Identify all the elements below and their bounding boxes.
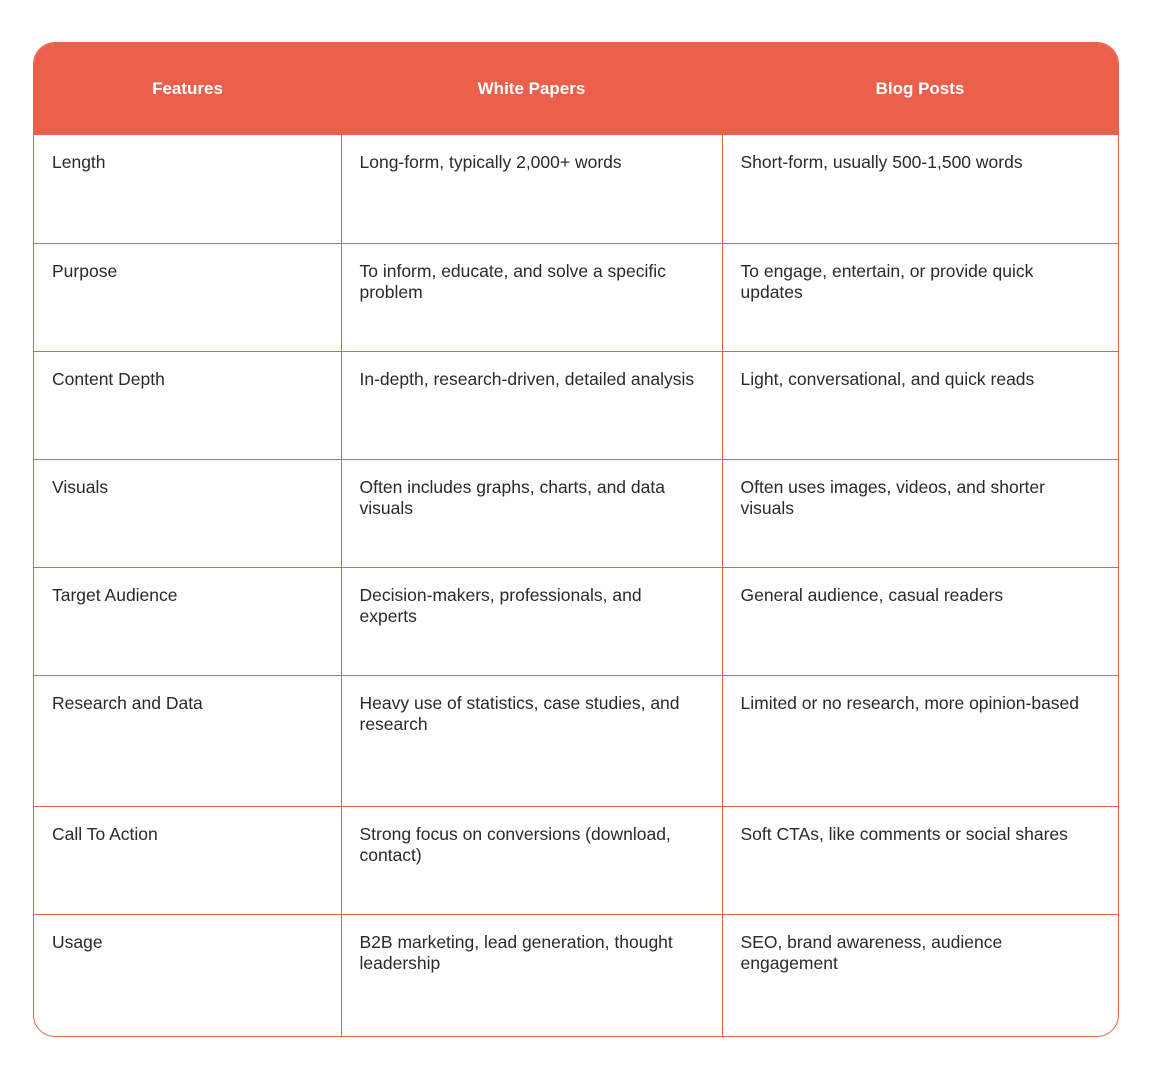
white-papers-cell: Often includes graphs, charts, and data visuals [341, 459, 722, 567]
table-row [34, 806, 1118, 914]
comparison-table [33, 42, 1119, 1037]
header-blog-posts: Blog Posts [722, 43, 1118, 135]
header-white-papers: White Papers [341, 43, 722, 135]
blog-posts-cell: To engage, entertain, or provide quick updates [722, 243, 1118, 351]
white-papers-cell: Long-form, typically 2,000+ words [341, 135, 722, 243]
comparison-table-grid [34, 43, 1118, 1036]
feature-cell: Usage [34, 914, 341, 1036]
table-row [34, 914, 1118, 1036]
table-row [34, 675, 1118, 806]
feature-cell: Purpose [34, 243, 341, 351]
table-body [34, 135, 1118, 1036]
table-row [34, 567, 1118, 675]
feature-cell: Research and Data [34, 675, 341, 806]
table-row [34, 351, 1118, 459]
blog-posts-cell: Light, conversational, and quick reads [722, 351, 1118, 459]
table-row [34, 135, 1118, 243]
white-papers-cell: To inform, educate, and solve a specific problem [341, 243, 722, 351]
blog-posts-cell: SEO, brand awareness, audience engagement [722, 914, 1118, 1036]
white-papers-cell: In-depth, research-driven, detailed analysis [341, 351, 722, 459]
blog-posts-cell: General audience, casual readers [722, 567, 1118, 675]
white-papers-cell: Heavy use of statistics, case studies, and research [341, 675, 722, 806]
table-header [34, 43, 1118, 135]
feature-cell: Content Depth [34, 351, 341, 459]
blog-posts-cell: Limited or no research, more opinion-based [722, 675, 1118, 806]
blog-posts-cell: Often uses images, videos, and shorter visuals [722, 459, 1118, 567]
header-features: Features [34, 43, 341, 135]
white-papers-cell: Decision-makers, professionals, and experts [341, 567, 722, 675]
blog-posts-cell: Soft CTAs, like comments or social shares [722, 806, 1118, 914]
white-papers-cell: Strong focus on conversions (download, contact) [341, 806, 722, 914]
table-row [34, 243, 1118, 351]
feature-cell: Length [52, 152, 106, 172]
blog-posts-cell: Short-form, usually 500-1,500 words [722, 135, 1118, 243]
table-row [34, 459, 1118, 567]
white-papers-cell: B2B marketing, lead generation, thought leadership [341, 914, 722, 1036]
feature-cell: Target Audience [34, 567, 341, 675]
feature-cell: Visuals [34, 459, 341, 567]
feature-cell: Call To Action [34, 806, 341, 914]
header-row [34, 43, 1118, 135]
